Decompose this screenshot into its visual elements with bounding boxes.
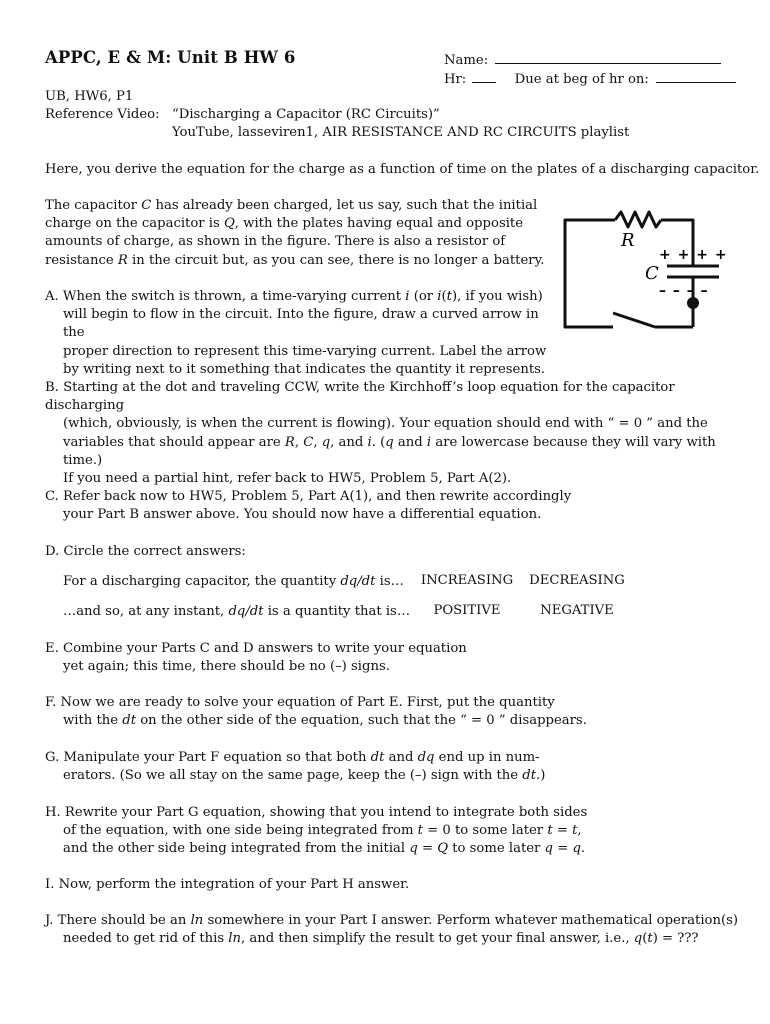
setup-paragraph: The capacitor C has already been charged, let us say, such that the initial charge on the capacitor is Q, with the plates having equal and opposite amounts of charge, as shown in the figure. There is also a resistor of resistance R in the circuit but, as you can see, there is no longer a battery. (45, 198, 545, 268)
part-d-heading: D. Circle the correct answers: (45, 544, 246, 559)
part-d-question-2: …and so, at any instant, dq/dt is a quantity that is… (63, 604, 411, 619)
hr-blank[interactable] (472, 69, 496, 83)
option-negative[interactable]: NEGATIVE (540, 603, 614, 618)
due-blank[interactable] (656, 69, 736, 83)
part-b: B. Starting at the dot and traveling CCW, write the Kirchhoff’s loop equation for the capacitor discharging (which, obviously, is when the current is flowing). Your equation should end with “ = 0 ” and the variables that should appear are R, C, q, and i. (q and i are lowercase because they will vary with time.) If you need a partial hint, refer back to HW5, Problem 5, Part A(2). (45, 380, 716, 487)
page-title: APPC, E & M: Unit B HW 6 (45, 48, 296, 67)
negative-charges: – – – – (659, 283, 709, 299)
part-e: E. Combine your Parts C and D answers to write your equation yet again; this time, there should be no (–) signs. (45, 641, 467, 675)
problem-id: UB, HW6, P1 (45, 89, 134, 104)
hr-due-row (444, 69, 736, 89)
option-increasing[interactable]: INCREASING (420, 573, 514, 588)
resistor-label: R (621, 230, 635, 251)
part-f: F. Now we are ready to solve your equation of Part E. First, put the quantity with the dt on the other side of the equation, such that the “ = 0 ” disappears. (45, 695, 587, 729)
name-field-row (444, 50, 721, 70)
reference-source: YouTube, lasseviren1, AIR RESISTANCE AND RC CIRCUITS playlist (172, 125, 630, 140)
reference-label: Reference Video: (45, 107, 160, 122)
part-g: G. Manipulate your Part F equation so that both dt and dq end up in num- erators. (So we all stay on the same page, keep the (–) sign with the dt.) (45, 750, 546, 784)
name-blank[interactable] (495, 50, 721, 64)
due-label: Due at beg of hr on: (514, 72, 649, 87)
part-j: J. There should be an ln somewhere in your Part I answer. Perform whatever mathematical operation(s) needed to get rid of this ln, and then simplify the result to get your final answer, i.e., q(t) = ??? (45, 913, 739, 947)
part-h: H. Rewrite your Part G equation, showing that you intend to integrate both sides of the equation, with one side being integrated from t = 0 to some later t = t, and the other side being integrated from the initial q = Q to some later q = q. (45, 805, 588, 857)
intro-text: Here, you derive the equation for the charge as a function of time on the plates of a discharging capacitor. (45, 162, 760, 177)
part-i: I. Now, perform the integration of your Part H answer. (45, 877, 410, 892)
part-a: A. When the switch is thrown, a time-varying current i (or i(t), if you wish) will begin to flow in the circuit. Into the figure, draw a curved arrow in the proper direction to represent this time-varying current. Label the arrow by writing next to it something that indicates the quantity it represents. (45, 289, 547, 377)
option-decreasing[interactable]: DECREASING (529, 573, 625, 588)
reference-title: “Discharging a Capacitor (RC Circuits)” (172, 107, 440, 122)
circuit-wire-left (565, 220, 615, 327)
part-d-question-1: For a discharging capacitor, the quantity dq/dt is… (63, 574, 404, 589)
hr-label: Hr: (444, 72, 467, 87)
part-c: C. Refer back now to HW5, Problem 5, Part A(1), and then rewrite accordingly your Part B answer above. You should now have a differential equation. (45, 489, 572, 523)
option-positive[interactable]: POSITIVE (433, 603, 501, 618)
name-label: Name: (444, 53, 489, 68)
switch-blade (613, 313, 655, 327)
rc-circuit-diagram[interactable] (555, 205, 730, 335)
capacitor-label: C (645, 263, 659, 284)
positive-charges: + + + + (659, 247, 728, 263)
resistor-symbol (615, 212, 661, 227)
